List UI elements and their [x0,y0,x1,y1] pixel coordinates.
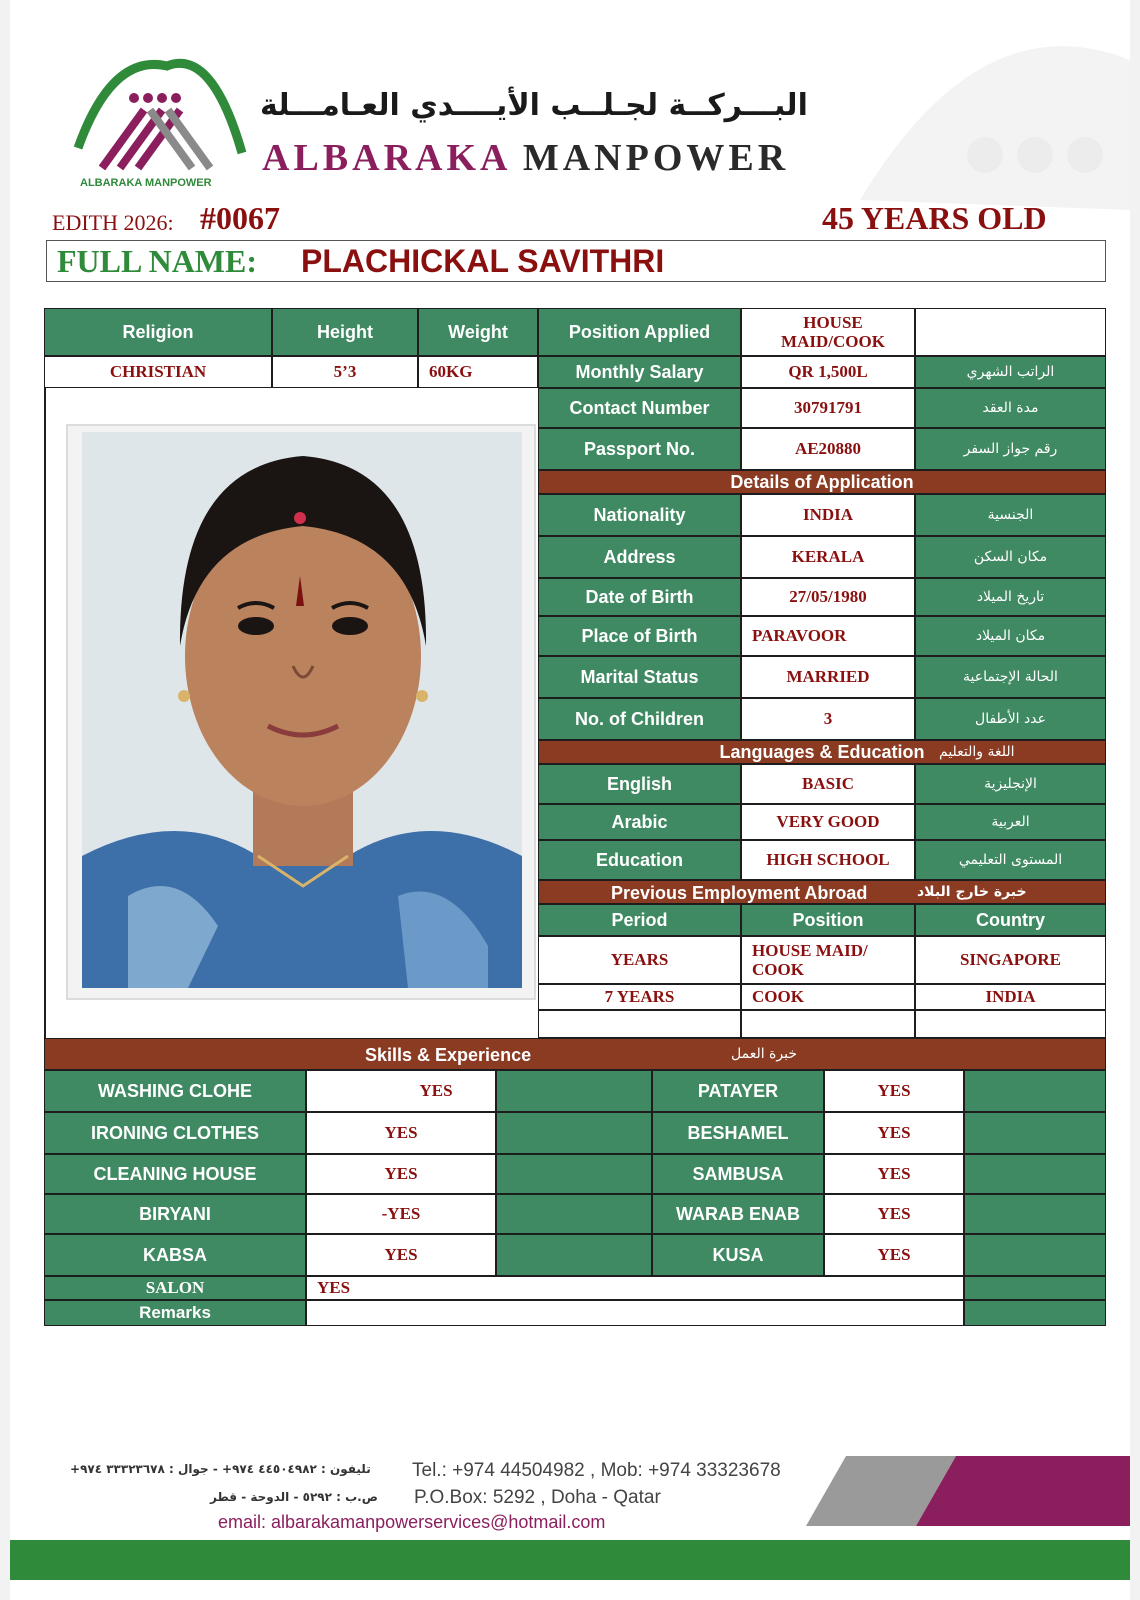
emp-position-header: Position [741,904,915,936]
full-name-box [46,240,1106,282]
profile-code: #0067 [200,200,280,236]
skill-value-left: YES [306,1112,496,1154]
emp-blank-cell [741,1010,915,1038]
skill-label-right: WARAB ENAB [652,1194,824,1234]
emp-row-position: COOK [741,984,915,1010]
skill-value-left: YES [306,1154,496,1194]
logo-caption: ALBARAKA MANPOWER [80,177,212,189]
pob-arabic: مكان الميلاد [915,616,1106,656]
education-arabic: المستوى التعليمي [915,840,1106,880]
age-label: 45 YEARS OLD [822,200,1047,236]
nationality-label: Nationality [538,494,741,536]
address-label: Address [538,536,741,578]
edition-label: EDITH 2026: [52,210,174,235]
languages-title [538,740,1106,764]
religion-header: Religion [44,308,272,356]
skill-blank [496,1194,652,1234]
full-name-value: PLACHICKAL SAVITHRI [301,243,665,279]
footer-tel-arabic: تليفون : ٤٤٥٠٤٩٨٢ ٩٧٤+ - جوال : ٣٣٣٢٣٦٧٨ ٩٧٤+ [70,1462,371,1476]
skill-label-left: BIRYANI [44,1194,306,1234]
weight-value: 60KG [418,356,538,388]
education-label: Education [538,840,741,880]
footer-po-arabic: ص.ب : ٥٢٩٢ - الدوحة - قطر [210,1490,378,1504]
dob-value: 27/05/1980 [741,578,915,616]
pob-label: Place of Birth [538,616,741,656]
contact-arabic: مدة العقد [915,388,1106,428]
remarks-blank [964,1300,1106,1326]
position-applied-blank [915,308,1106,356]
skill-value-left: YES [306,1234,496,1276]
skill-label-left: IRONING CLOTHES [44,1112,306,1154]
arabic-arabic: العربية [915,804,1106,840]
employment-title [538,880,1106,904]
skills-title [44,1038,1106,1070]
footer-email: email: albarakamanpowerservices@hotmail.com [218,1512,606,1532]
remarks-value [306,1300,964,1326]
emp-row-country: INDIA [915,984,1106,1010]
position-applied-value: HOUSE MAID/COOK [741,308,915,356]
marital-label: Marital Status [538,656,741,698]
english-value: BASIC [741,764,915,804]
skill-blank [964,1112,1106,1154]
skill-value-right: YES [824,1194,964,1234]
religion-value: CHRISTIAN [44,356,272,388]
company-word-manpower: MANPOWER [522,137,790,179]
watermark-graphic [850,20,1130,210]
company-word-albaraka: ALBARAKA [262,137,510,179]
skills-title-arabic: خبرة العمل [731,1046,797,1062]
profile-sheet [10,0,1130,1600]
skill-value-left: YES [306,1070,496,1112]
company-name-arabic: البـــركــة لجـلــب الأيــــدي العـامـــلة [260,88,808,123]
skill-blank [964,1234,1106,1276]
salary-arabic: الراتب الشهري [915,356,1106,388]
skill-blank [496,1070,652,1112]
skill-value-right: YES [824,1234,964,1276]
skills-title-text: Skills & Experience [365,1045,532,1065]
emp-row-country: SINGAPORE [915,936,1106,984]
salary-label: Monthly Salary [538,356,741,388]
footer-decoration [806,1456,1130,1536]
height-value: 5’3 [272,356,418,388]
skill-blank [496,1154,652,1194]
contact-value: 30791791 [741,388,915,428]
skill-label-left: KABSA [44,1234,306,1276]
english-label: English [538,764,741,804]
languages-title-arabic: اللغة والتعليم [939,744,1015,760]
skill-value-right: YES [824,1112,964,1154]
remarks-label: Remarks [44,1300,306,1326]
company-name-english [262,136,789,180]
employment-title-arabic: خبرة خارج البلاد [917,884,1027,900]
dob-arabic: تاريخ الميلاد [915,578,1106,616]
company-logo [72,58,252,178]
skill-label-left: WASHING CLOHE [44,1070,306,1112]
full-name-label: FULL NAME: [57,243,257,279]
weight-header: Weight [418,308,538,356]
marital-arabic: الحالة الإجتماعية [915,656,1106,698]
nationality-arabic: الجنسية [915,494,1106,536]
arabic-value: VERY GOOD [741,804,915,840]
details-title: Details of Application [538,470,1106,494]
position-applied-label: Position Applied [538,308,741,356]
emp-row-period: 7 YEARS [538,984,741,1010]
emp-country-header: Country [915,904,1106,936]
pob-value: PARAVOOR [741,616,915,656]
emp-period-header: Period [538,904,741,936]
emp-blank-cell [915,1010,1106,1038]
skill-blank [964,1154,1106,1194]
languages-title-text: Languages & Education [719,741,925,762]
passport-arabic: رقم جواز السفر [915,428,1106,470]
address-arabic: مكان السكن [915,536,1106,578]
english-arabic: الإنجليزية [915,764,1106,804]
education-value: HIGH SCHOOL [741,840,915,880]
skill-blank [496,1112,652,1154]
candidate-photo [66,424,536,1000]
skill-blank [496,1234,652,1276]
employment-title-text: Previous Employment Abroad [611,883,868,903]
footer-bar [10,1540,1130,1580]
passport-value: AE20880 [741,428,915,470]
footer-tel: Tel.: +974 44504982 , Mob: +974 33323678 [412,1460,781,1481]
emp-blank-cell [538,1010,741,1038]
emp-row-period: YEARS [538,936,741,984]
footer-po: P.O.Box: 5292 , Doha - Qatar [414,1487,661,1508]
photo-portrait [68,426,534,998]
children-arabic: عدد الأطفال [915,698,1106,740]
emp-row-position: HOUSE MAID/ COOK [741,936,915,984]
dob-label: Date of Birth [538,578,741,616]
skill-label-right: PATAYER [652,1070,824,1112]
children-label: No. of Children [538,698,741,740]
marital-value: MARRIED [741,656,915,698]
skill-blank [964,1070,1106,1112]
salon-blank [964,1276,1106,1300]
skill-value-left: -YES [306,1194,496,1234]
children-value: 3 [741,698,915,740]
skill-value-right: YES [824,1154,964,1194]
nationality-value: INDIA [741,494,915,536]
salon-value: YES [306,1276,964,1300]
salary-value: QR 1,500L [741,356,915,388]
skill-blank [964,1194,1106,1234]
skill-label-right: BESHAMEL [652,1112,824,1154]
skill-value-right: YES [824,1070,964,1112]
contact-label: Contact Number [538,388,741,428]
arabic-label: Arabic [538,804,741,840]
skill-label-left: CLEANING HOUSE [44,1154,306,1194]
address-value: KERALA [741,536,915,578]
skill-label-right: KUSA [652,1234,824,1276]
height-header: Height [272,308,418,356]
skill-label-right: SAMBUSA [652,1154,824,1194]
salon-label: SALON [44,1276,306,1300]
passport-label: Passport No. [538,428,741,470]
